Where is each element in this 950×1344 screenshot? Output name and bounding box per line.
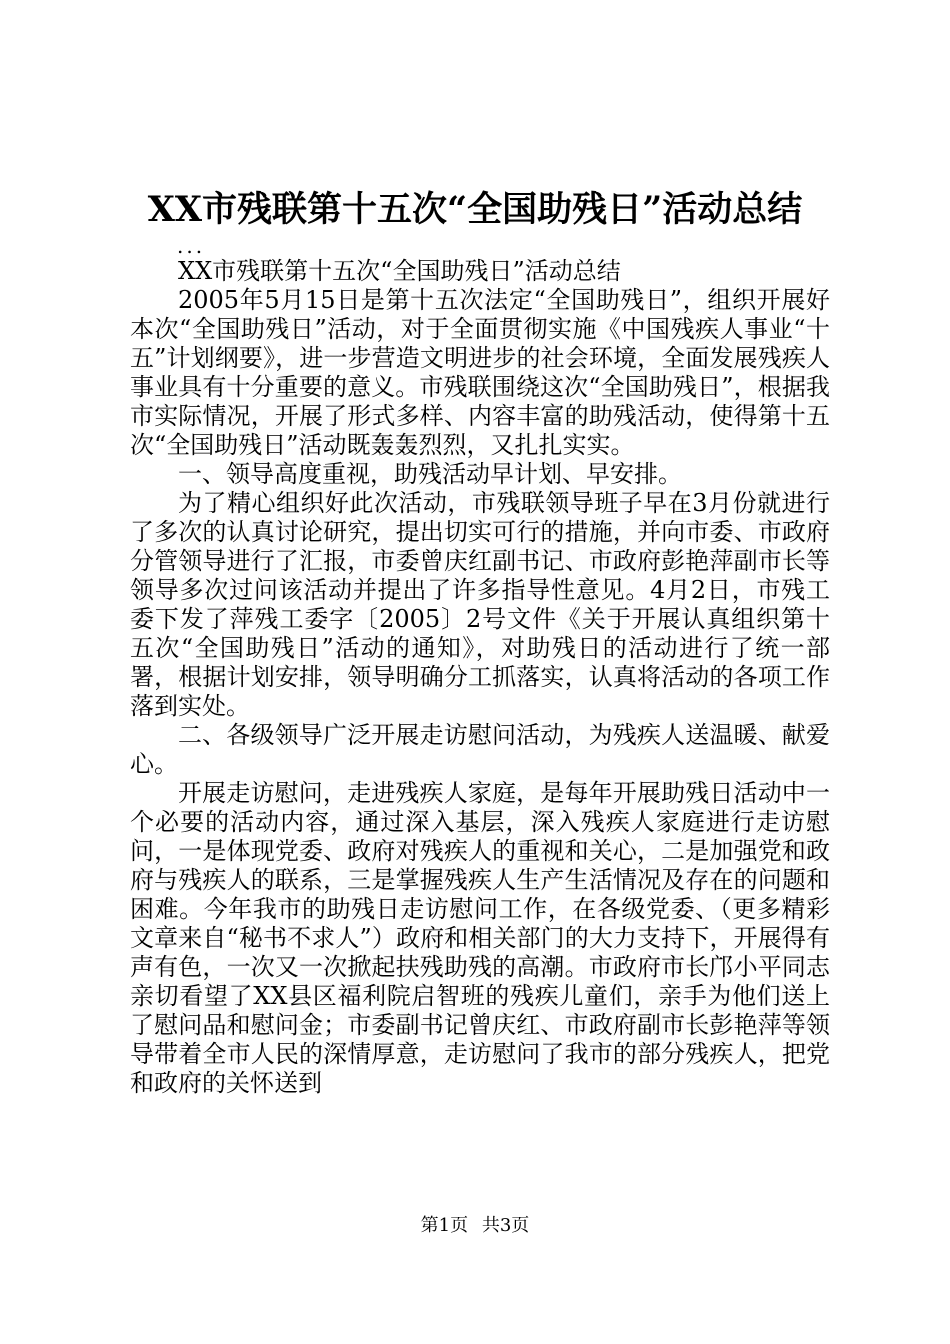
section-2-paragraph: 开展走访慰问，走进残疾人家庭，是每年开展助残日活动中一个必要的活动内容，通过深入基层，深入残疾人家庭进行走访慰问，一是体现党委、政府对残疾人的重视和关心，二是加强党和政府与残疾人的联系，三是掌握残疾人生产生活情况及存在的问题和困难。今年我市的助残日走访慰问工作，在各级党委、（更多精彩文章来自“秘书不求人”）政府和相关部门的大力支持下，开展得有声有色，一次又一次掀起扶残助残的高潮。市政府市长邝小平同志亲切看望了XX县区福利院启智班的残疾儿童们，亲手为他们送上了慰问品和慰问金；市委副书记曾庆红、市政府副市长彭艳萍等领导带着全市人民的深情厚意，走访慰问了我市的部分残疾人，把党和政府的关怀送到 — [130, 779, 830, 1097]
intro-paragraph: 2005年5月15日是第十五次法定“全国助残日”，组织开展好本次“全国助残日”活动，对于全面贯彻实施《中国残疾人事业“十五”计划纲要》，进一步营造文明进步的社会环境，全面发展残疾人事业具有十分重要的意义。市残联围绕这次“全国助残日”，根据我市实际情况，开展了形式多样、内容丰富的助残活动，使得第十五次“全国助残日”活动既轰轰烈烈，又扎扎实实。 — [130, 286, 830, 459]
page-total: 共3页 — [481, 1215, 530, 1236]
page-footer — [0, 1214, 950, 1238]
ellipsis-marker: ... — [177, 234, 206, 258]
page-number: 第1页 — [420, 1215, 469, 1236]
section-heading-1: 一、领导高度重视，助残活动早计划、早安排。 — [178, 460, 682, 488]
document-title: XX市残联第十五次“全国助残日”活动总结 — [147, 189, 803, 230]
document-body — [130, 235, 830, 1098]
repeated-title-paragraph: XX市残联第十五次“全国助残日”活动总结 — [178, 257, 621, 285]
section-1-paragraph: 为了精心组织好此次活动，市残联领导班子早在3月份就进行了多次的认真讨论研究，提出切实可行的措施，并向市委、市政府分管领导进行了汇报，市委曾庆红副书记、市政府彭艳萍副市长等领导多次过问该活动并提出了许多指导性意见。4月2日，市残工委下发了萍残工委字〔2005〕2号文件《关于开展认真组织第十五次“全国助残日”活动的通知》，对助残日的活动进行了统一部署，根据计划安排，领导明确分工抓落实，认真将活动的各项工作落到实处。 — [130, 489, 830, 720]
section-heading-2: 二、各级领导广泛开展走访慰问活动，为残疾人送温暖、献爱心。 — [130, 721, 830, 778]
